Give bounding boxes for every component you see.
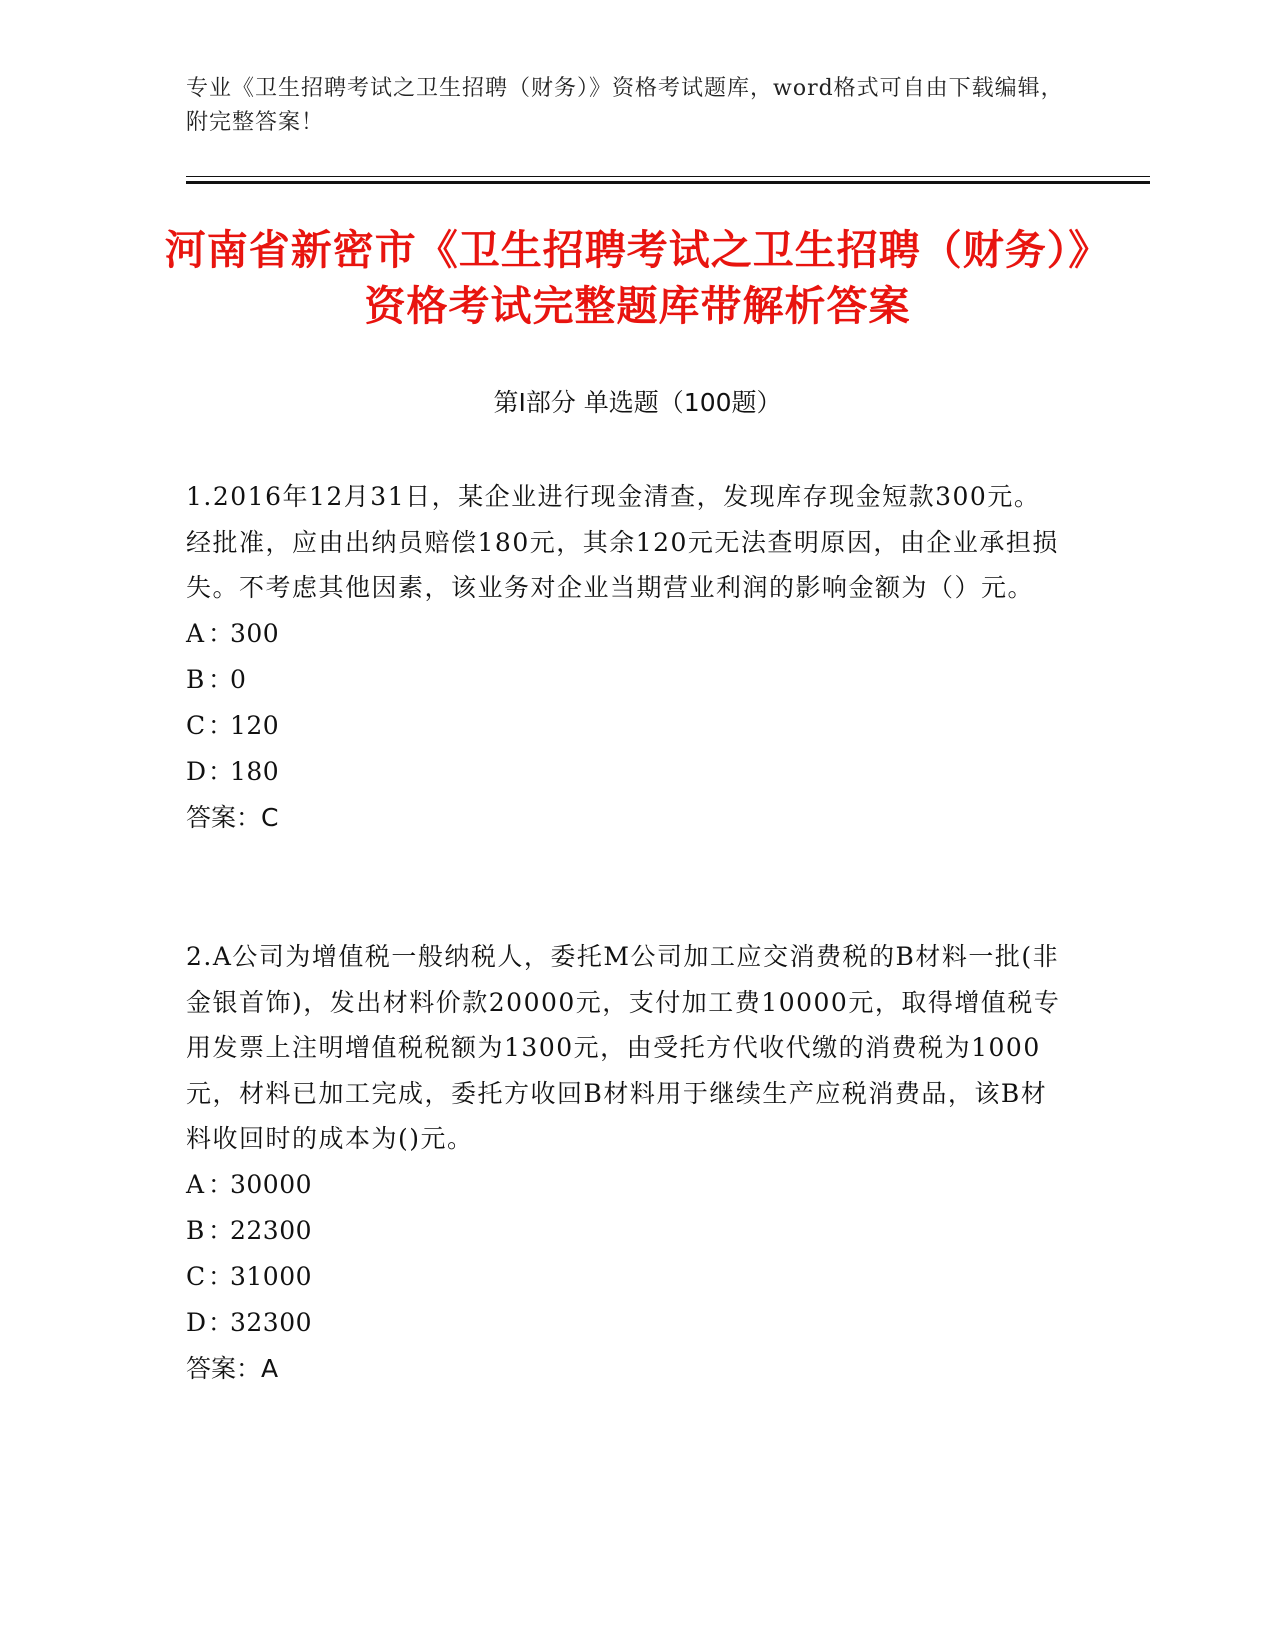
option-text: 22300 <box>230 1215 313 1245</box>
option-letter: D <box>186 1307 207 1337</box>
option-d <box>186 1300 1066 1346</box>
option-text: 30000 <box>230 1169 313 1199</box>
option-separator: ： <box>208 710 234 740</box>
section-heading: 第Ⅰ部分 单选题（100题） <box>493 388 782 417</box>
option-b <box>186 1208 1066 1254</box>
option-separator: ： <box>208 756 234 786</box>
option-separator: ： <box>208 1169 234 1199</box>
option-separator: ： <box>208 1261 234 1291</box>
option-text: 300 <box>230 618 280 648</box>
question-stem: 2.A公司为增值税一般纳税人，委托M公司加工应交消费税的B材料一批(非金银首饰)，发出材料价款20000元，支付加工费10000元，取得增值税专用发票上注明增值税税额为1300元，由受托方代收代缴的消费税为1000元，材料已加工完成，委托方收回B材料用于继续生产应税消费品，该B材料收回时的成本为()元。 <box>186 942 1061 1153</box>
option-separator: ： <box>208 664 234 694</box>
document-title: 河南省新密市《卫生招聘考试之卫生招聘（财务）》资格考试完整题库带解析答案 <box>164 226 1111 330</box>
answer-line: 答案：C <box>186 802 279 832</box>
option-a <box>186 611 1066 657</box>
option-a <box>186 1162 1066 1208</box>
option-letter: C <box>186 710 206 740</box>
option-letter: B <box>186 664 205 694</box>
option-separator: ： <box>208 1307 234 1337</box>
option-letter: D <box>186 756 207 786</box>
question-block <box>186 474 1066 841</box>
option-b <box>186 657 1066 703</box>
option-text: 0 <box>230 664 247 694</box>
answer-line: 答案：A <box>186 1353 279 1383</box>
header-divider-thin <box>186 176 1150 177</box>
option-c <box>186 1254 1066 1300</box>
option-text: 32300 <box>230 1307 313 1337</box>
option-letter: B <box>186 1215 205 1245</box>
option-letter: C <box>186 1261 206 1291</box>
header-divider-thick <box>186 181 1150 184</box>
option-letter: A <box>186 1169 205 1199</box>
option-d <box>186 749 1066 795</box>
header-note: 专业《卫生招聘考试之卫生招聘（财务）》资格考试题库，word格式可自由下载编辑，附完整答案！ <box>186 76 1064 135</box>
option-separator: ： <box>208 618 234 648</box>
question-block <box>186 934 1066 1392</box>
option-letter: A <box>186 618 205 648</box>
option-c <box>186 703 1066 749</box>
option-text: 31000 <box>230 1261 313 1291</box>
option-text: 180 <box>230 756 280 786</box>
question-stem: 1.2016年12月31日，某企业进行现金清查，发现库存现金短款300元。经批准，应由出纳员赔偿180元，其余120元无法查明原因，由企业承担损失。不考虑其他因素，该业务对企业当期营业利润的影响金额为（）元。 <box>186 482 1059 602</box>
option-separator: ： <box>208 1215 234 1245</box>
option-text: 120 <box>230 710 280 740</box>
